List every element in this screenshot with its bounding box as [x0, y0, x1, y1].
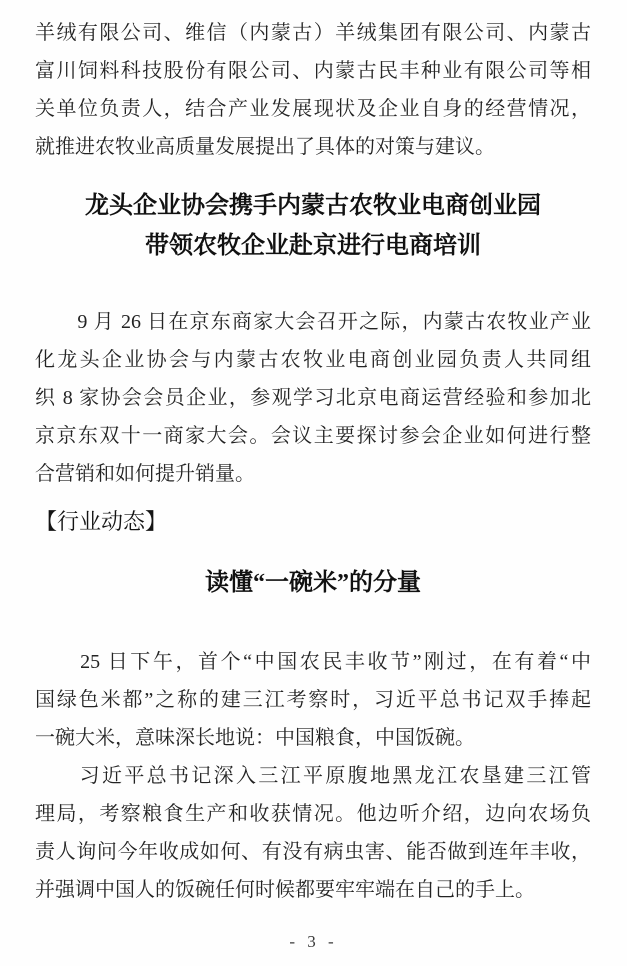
text-line: 织 8 家协会会员企业，参观学习北京电商运营经验和参加北 — [35, 387, 591, 409]
text-line: 习近平总书记深入三江平原腹地黑龙江农垦建三江管 — [35, 765, 591, 787]
text-line: 就推进农牧业高质量发展提出了具体的对策与建议。 — [35, 136, 495, 158]
text-line: 责人询问今年收成如何、有没有病虫害、能否做到连年丰收， — [35, 841, 591, 863]
text-line: 25 日下午，首个“中国农民丰收节”刚过，在有着“中 — [35, 651, 591, 673]
text-line: 9 月 26 日在京东商家大会召开之际，内蒙古农牧业产业 — [35, 311, 591, 333]
text-line: 龙头企业协会携手内蒙古农牧业电商创业园 — [85, 193, 541, 219]
paragraph-jd-meeting — [35, 303, 591, 493]
text-line: 理局，考察粮食生产和收获情况。他边听介绍，边向农场负 — [35, 803, 591, 825]
text-line: 合营销和如何提升销量。 — [35, 463, 255, 485]
paragraph-cashmere-companies — [35, 14, 591, 166]
paragraph-jiansanjiang-visit — [35, 757, 591, 909]
heading-ecommerce-training — [35, 186, 591, 266]
text-line: 一碗大米，意味深长地说：中国粮食，中国饭碗。 — [35, 727, 475, 749]
text-line: 关单位负责人，结合产业发展现状及企业自身的经营情况， — [35, 98, 591, 120]
page-number: - 3 - — [289, 932, 338, 951]
text-line: 带领农牧企业赴京进行电商培训 — [145, 233, 481, 259]
paragraph-harvest-festival — [35, 643, 591, 757]
text-line: 富川饲料科技股份有限公司、内蒙古民丰种业有限公司等相 — [35, 60, 591, 82]
heading-bowl-of-rice: 读懂“一碗米”的分量 — [205, 570, 421, 596]
text-line: 京京东双十一商家大会。会议主要探讨参会企业如何进行整 — [35, 425, 591, 447]
section-label-industry-news: 【行业动态】 — [35, 509, 168, 534]
text-line: 并强调中国人的饭碗任何时候都要牢牢端在自己的手上。 — [35, 879, 535, 901]
text-line: 化龙头企业协会与内蒙古农牧业电商创业园负责人共同组 — [35, 349, 591, 371]
text-line: 国绿色米都”之称的建三江考察时，习近平总书记双手捧起 — [35, 689, 591, 711]
text-line: 羊绒有限公司、维信（内蒙古）羊绒集团有限公司、内蒙古 — [35, 22, 591, 44]
